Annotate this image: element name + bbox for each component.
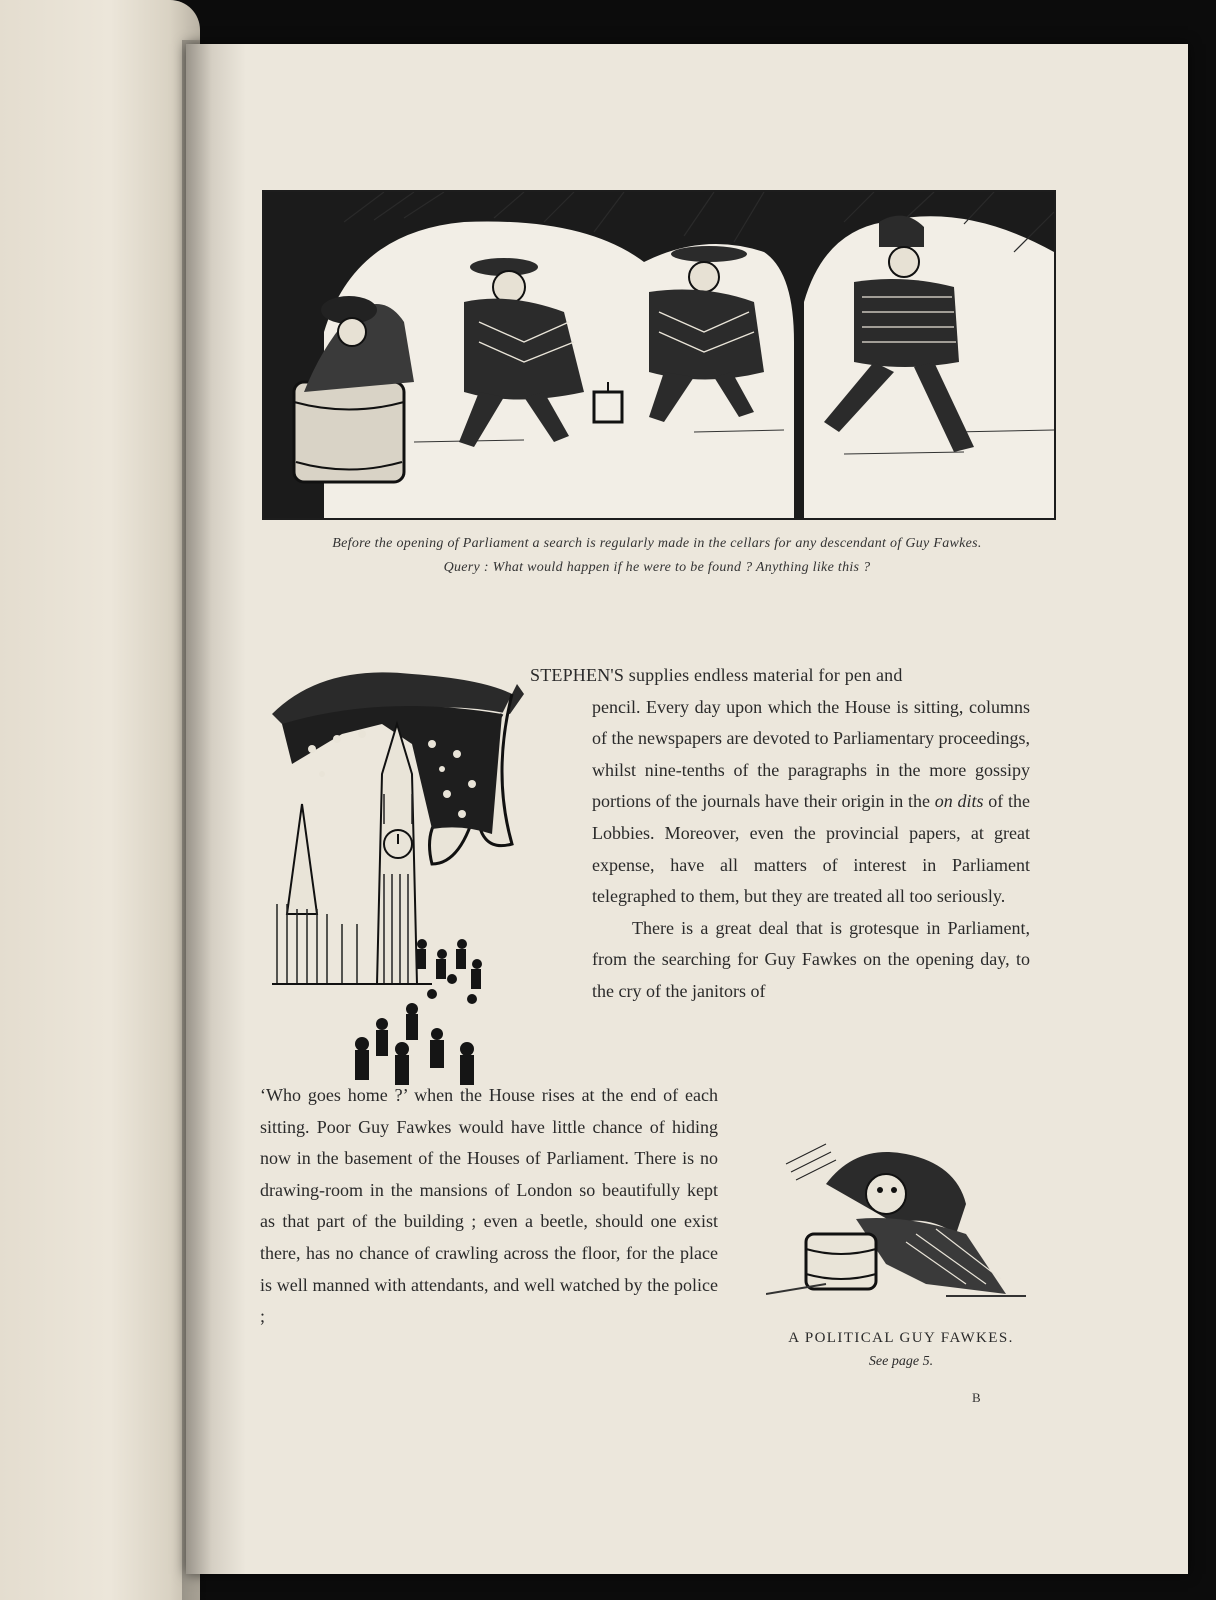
- inset-caption: A POLITICAL GUY FAWKES.: [788, 1330, 1014, 1346]
- book-page: [186, 44, 1188, 1574]
- facing-page-edge: [0, 0, 200, 1600]
- political-guy-fawkes-illustration: [766, 1124, 1036, 1304]
- dropcap-s-big-ben-illustration: [262, 654, 532, 1094]
- paragraph-1-text: pencil. Every day upon which the House is sitting, columns of the newspapers are devoted to Parliamentary proceedings, whilst nine-tenths of the paragraphs in the more gossipy portions of the journals have their origin in the: [592, 696, 1030, 812]
- italic-on-dits: on dits: [934, 791, 984, 812]
- inset-see-page: See page 5.: [868, 1354, 934, 1369]
- first-line-st-stephens: [530, 660, 1030, 692]
- article-paragraph-2-continued: ‘Who goes home ?’ when the House rises at the end of each sitting. Poor Guy Fawkes would have little chance of hiding now in the basement of the Houses of Parliament. There is no drawing-room in the mansions of London so beautifully kept as that part of the building ; even a beetle, should one exist there, has no chance of crawling across the floor, for the place is well manned with attendants, and well watched by the police ;: [260, 1085, 718, 1327]
- illustration-caption: [262, 532, 1052, 580]
- cellar-search-illustration: [262, 190, 1056, 520]
- opening-words: STEPHEN'S supplies endless material for pen and: [530, 665, 903, 685]
- book-gutter-shadow: [182, 40, 212, 1600]
- article-paragraph-1: [530, 660, 1031, 1008]
- caption-line-1: Before the opening of Parliament a search is regularly made in the cellars for any descendant of Guy Fawkes.: [332, 536, 982, 551]
- signature-mark: B: [972, 1390, 981, 1405]
- article-paragraph-2-start: There is a great deal that is grotesque in Parliament, from the searching for Guy Fawkes on the opening day, to the cry of the janitors of: [592, 917, 1030, 1001]
- caption-line-2: Query : What would happen if he were to be found ? Anything like this ?: [443, 560, 871, 575]
- paragraph-1-end: of the Lobbies. Moreover, even the provincial papers, at great expense, have all matters of interest in Parliament telegraphed to them, but they are treated all too seriously.: [592, 791, 1031, 907]
